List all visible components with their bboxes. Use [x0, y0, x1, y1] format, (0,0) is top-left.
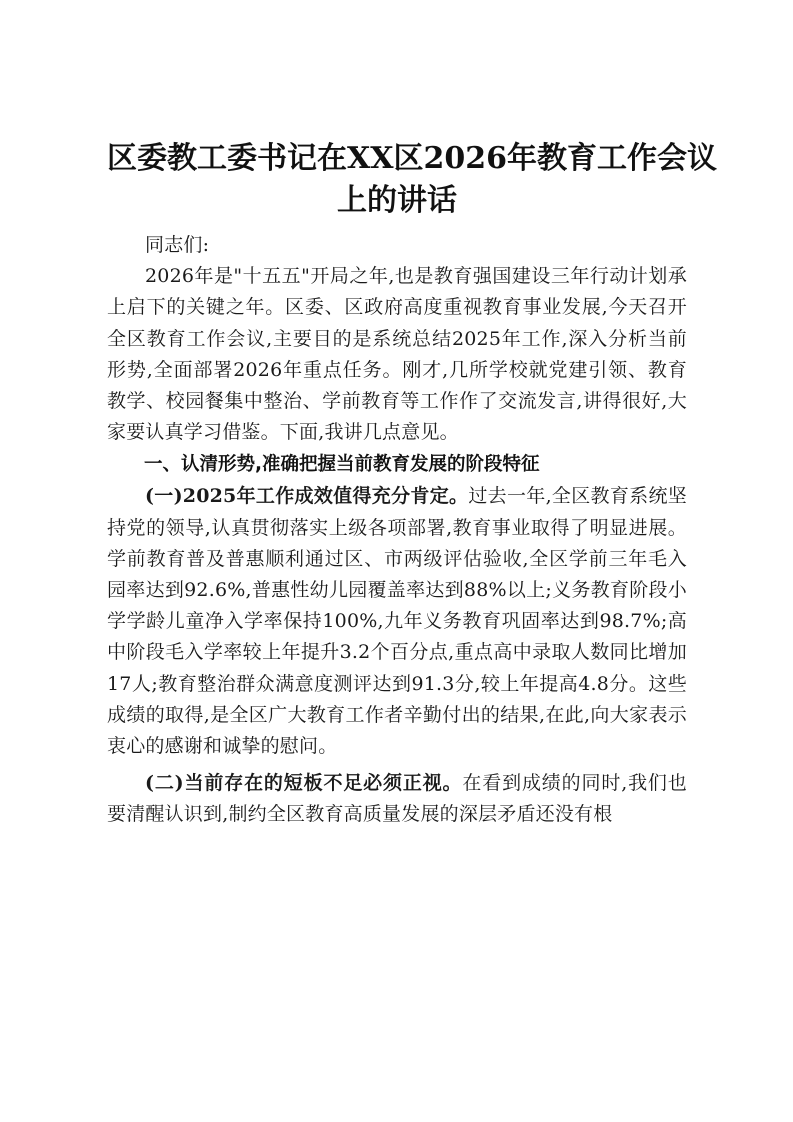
- salutation: 同志们:: [145, 234, 210, 256]
- section-1-heading: 一、认清形势,准确把握当前教育发展的阶段特征: [144, 454, 540, 476]
- document-body: [107, 230, 687, 831]
- subsection-1-text: 过去一年,全区教育系统坚持党的领导,认真贯彻落实上级各项部署,教育事业取得了明显进展。学前教育普及普惠顺利通过区、市两级评估验收,全区学前三年毛入园率达到92.6%,普惠性幼儿园覆盖率达到88%以上;义务教育阶段小学学龄儿童净入学率保持100%,九年义务教育巩固率达到98.7%;高中阶段毛入学率较上年提升3.2个百分点,重点高中录取人数同比增加17人;教育整治群众满意度测评达到91.3分,较上年提高4.8分。这些成绩的取得,是全区广大教育工作者辛勤付出的结果,在此,向大家表示衷心的感谢和诚挚的慰问。: [107, 485, 687, 758]
- document-page: [107, 138, 718, 831]
- title-line-2: 上的讲话: [337, 183, 457, 218]
- subsection-1-heading: (一)2025年工作成效值得充分肯定。: [145, 485, 469, 508]
- subsection-2-text: 在看到成绩的同时,我们也要清醒认识到,制约全区教育高质量发展的深层矛盾还没有根: [107, 772, 687, 826]
- document-title: [107, 138, 718, 222]
- subsection-2-paragraph: [107, 768, 687, 830]
- subsection-1-paragraph: [107, 481, 687, 762]
- intro-paragraph: 2026年是"十五五"开局之年,也是教育强国建设三年行动计划承上启下的关键之年。区委、区政府高度重视教育事业发展,今天召开全区教育工作会议,主要目的是系统总结2025年工作,深入分析当前形势,全面部署2026年重点任务。刚才,几所学校就党建引领、教育教学、校园餐集中整治、学前教育等工作作了交流发言,讲得很好,大家要认真学习借鉴。下面,我讲几点意见。: [107, 265, 687, 444]
- subsection-2-heading: (二)当前存在的短板不足必须正视。: [145, 772, 463, 795]
- title-line-1: 区委教工委书记在XX区2026年教育工作会议: [107, 141, 718, 176]
